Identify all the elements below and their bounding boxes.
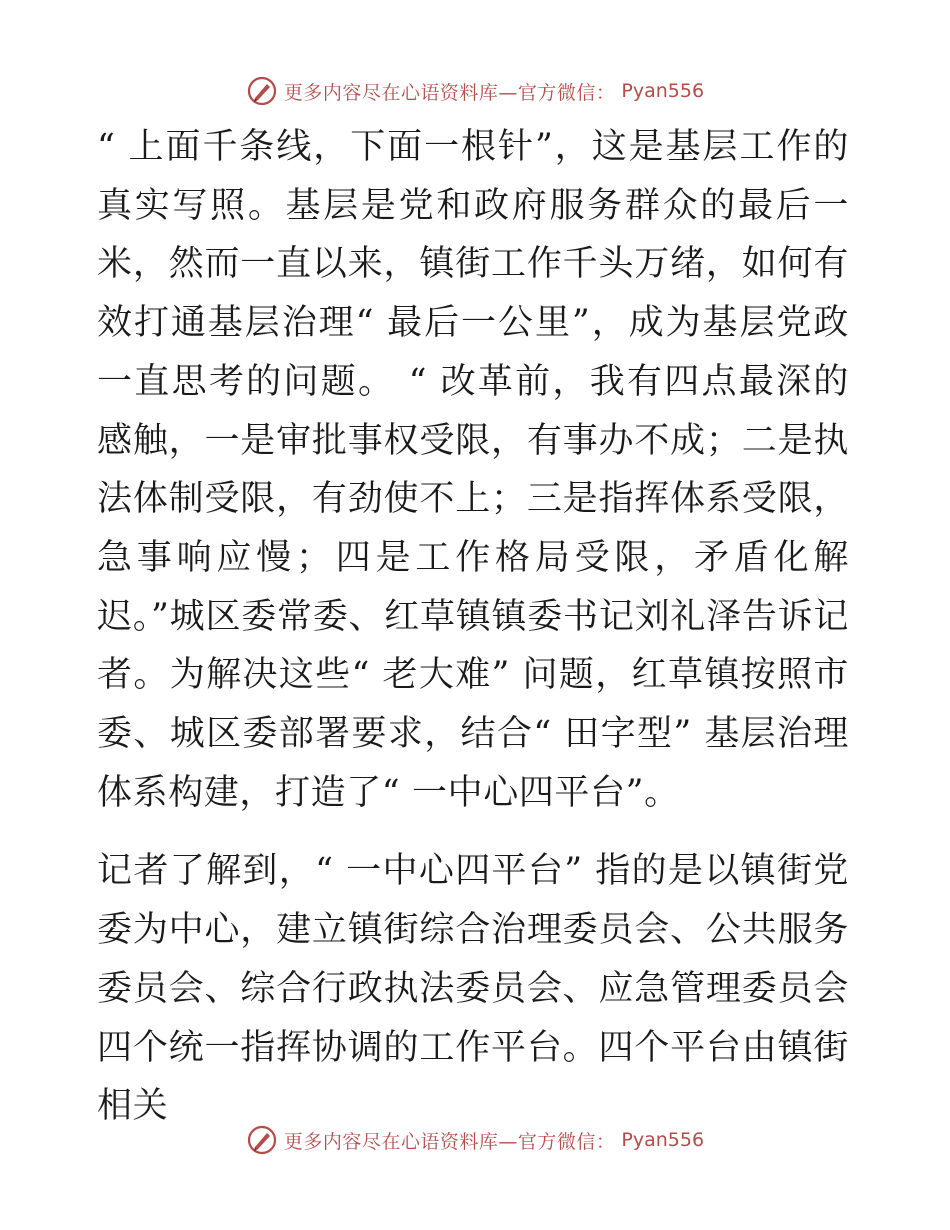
watermark-wechat-id: Pyan556 bbox=[621, 80, 705, 102]
pen-logo-icon bbox=[246, 75, 278, 107]
footer-watermark bbox=[0, 1120, 950, 1160]
watermark-text: 更多内容尽在心语资料库—官方微信： bbox=[283, 81, 616, 104]
watermark-text: 更多内容尽在心语资料库—官方微信： bbox=[283, 1130, 616, 1153]
header-watermark bbox=[0, 71, 950, 111]
pen-logo-icon bbox=[246, 1124, 278, 1156]
watermark-wechat-id: Pyan556 bbox=[621, 1129, 705, 1151]
paragraph-2: 记者了解到，“ 一中心四平台” 指的是以镇街党委为中心，建立镇街综合治理委员会、公共服务委员会、综合行政执法委员会、应急管理委员会四个统一指挥协调的工作平台。四个平台由镇街相关 bbox=[97, 851, 849, 1127]
document-body bbox=[97, 118, 849, 1136]
paragraph-1: “ 上面千条线，下面一根针”，这是基层工作的真实写照。基层是党和政府服务群众的最后一米，然而一直以来，镇街工作千头万绪，如何有效打通基层治理“ 最后一公里”，成为基层党政一直思考的问题。 “ 改革前，我有四点最深的感触，一是审批事权受限，有事办不成；二是执法体制受限，有劲使不上；三是指挥体系受限，急事响应慢；四是工作格局受限，矛盾化解迟。”城区委常委、红草镇镇委书记刘礼泽告诉记者。为解决这些“ 老大难” 问题，红草镇按照市委、城区委部署要求，结合“ 田字型” 基层治理体系构建，打造了“ 一中心四平台”。 bbox=[97, 127, 849, 813]
